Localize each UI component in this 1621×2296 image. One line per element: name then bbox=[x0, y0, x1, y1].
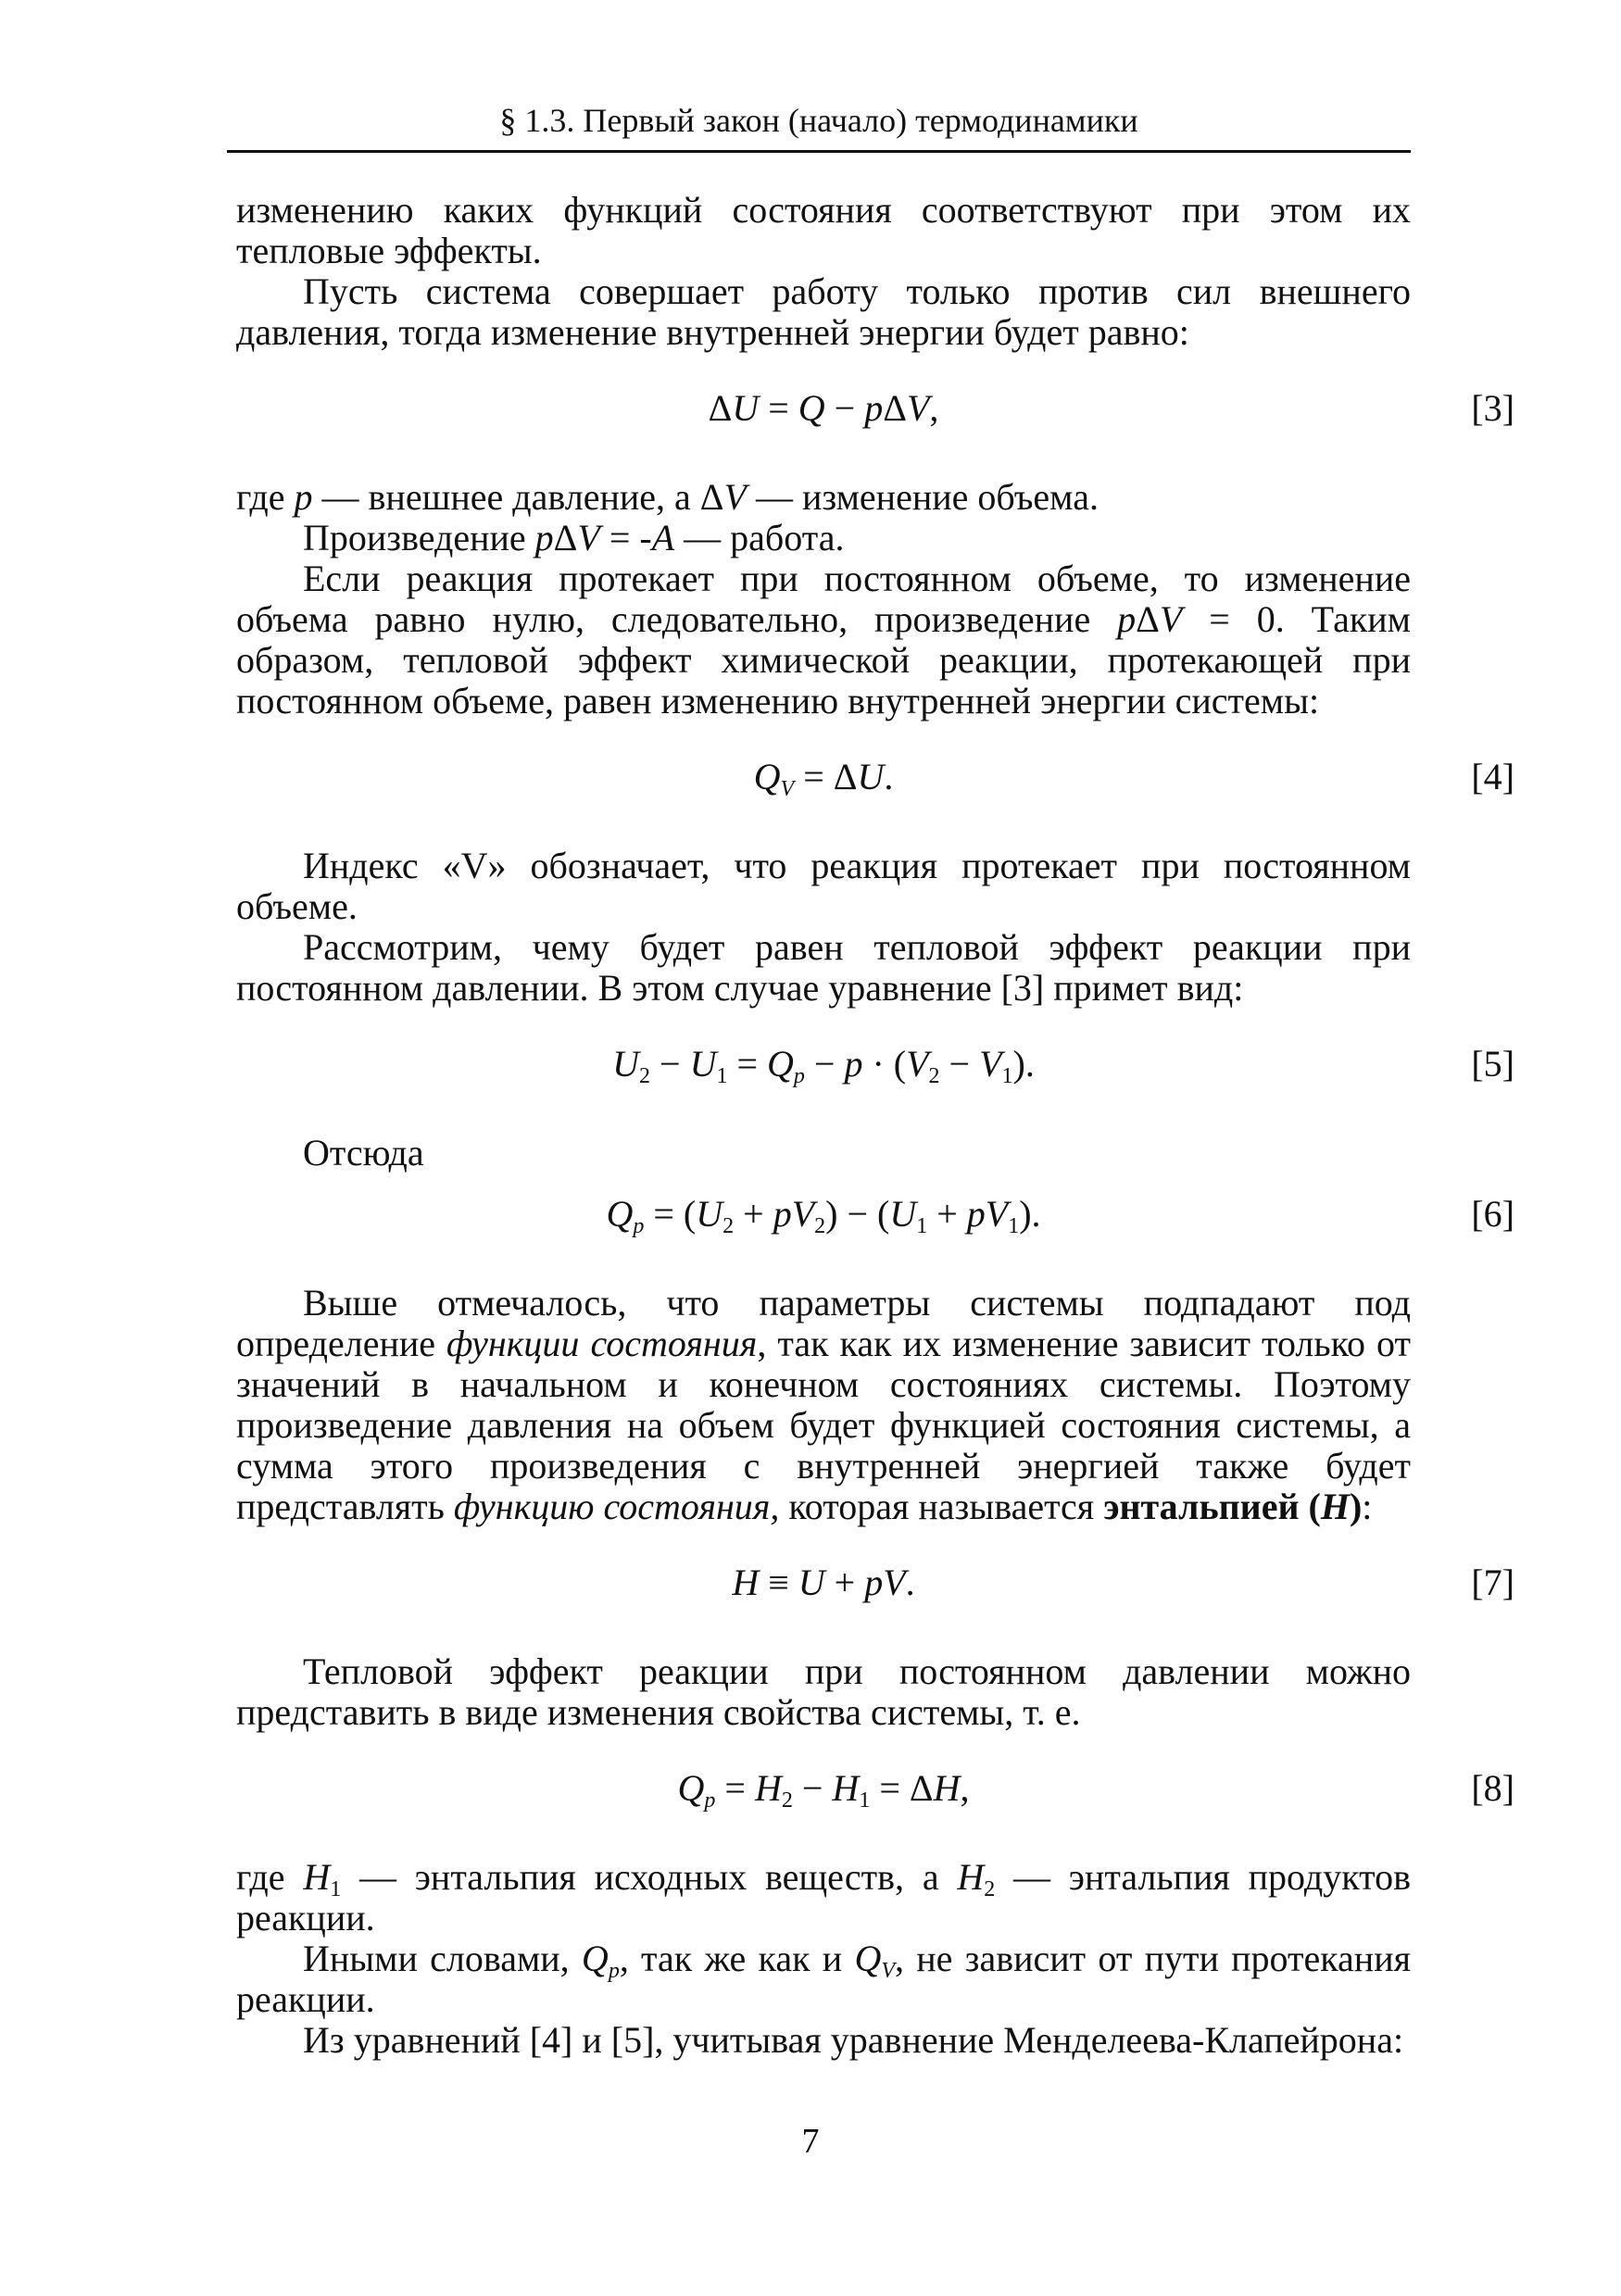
equation-4-number: [4] bbox=[1471, 756, 1514, 797]
paragraph-11: где $H_1$ — энтальпия исходных веществ, а $H_2$ — энтальпия продуктов реакции. bbox=[236, 1856, 1411, 1938]
equation-6 bbox=[236, 1193, 1514, 1240]
paragraph-7: Рассмотрим, чему будет равен тепловой эффект реакции при постоянном давлении. В этом случае уравнение [3] примет вид: bbox=[236, 926, 1411, 1009]
paragraph-9: Выше отмечалось, что параметры системы подпадают под определение функции состояния, так как их изменение зависит только от значений в начальном и конечном состояниях системы. Поэтому произведение давления на объем будет функцией состояния системы, а сумма этого произведения с внутренней энергией также будет представлять функцию состояния, которая называется энтальпией (H): bbox=[236, 1282, 1412, 1527]
equation-5-number: [5] bbox=[1471, 1043, 1514, 1085]
paragraph-5: Если реакция протекает при постоянном объеме, то изменение объема равно нулю, следовательно, произведение pΔV = 0. Таким образом, тепловой эффект химической реакции, протекающей при постоянном объеме, равен изменению внутренней энергии системы: bbox=[236, 558, 1411, 721]
header-rule bbox=[227, 150, 1411, 153]
page-body bbox=[236, 189, 1514, 2061]
paragraph-1: изменению каких функций состояния соответствуют при этом их тепловые эффекты. bbox=[236, 189, 1411, 271]
page-number: 7 bbox=[801, 2122, 820, 2161]
paragraph-2: Пусть система совершает работу только против сил внешнего давления, тогда изменение внутренней энергии будет равно: bbox=[236, 270, 1411, 353]
equation-4 bbox=[236, 756, 1514, 803]
equation-5 bbox=[236, 1043, 1514, 1090]
equation-4-formula: $Q_V = \Delta U$. bbox=[753, 756, 894, 801]
equation-7-formula: H ≡ U + pV. bbox=[732, 1562, 915, 1603]
equation-7-number: [7] bbox=[1471, 1562, 1514, 1603]
equation-8 bbox=[236, 1767, 1514, 1814]
paragraph-6: Индекс «V» обозначает, что реакция протекает при постоянном объеме. bbox=[236, 845, 1411, 927]
paragraph-8: Отсюда bbox=[303, 1132, 424, 1173]
paragraph-12: Иными словами, $Q_p$, так же как и $Q_V$, не зависит от пути протекания реакции. bbox=[236, 1938, 1412, 2020]
equation-8-number: [8] bbox=[1471, 1767, 1514, 1809]
equation-3-formula: ΔU = Q − pΔV, bbox=[708, 387, 939, 429]
running-header: § 1.3. Первый закон (начало) термодинамики bbox=[499, 102, 1138, 139]
paragraph-13: Из уравнений [4] и [5], учитывая уравнение Менделеева-Клапейрона: bbox=[303, 2019, 1404, 2061]
equation-6-formula: $Q_p = (U_2 + pV_2) - (U_1 + pV_1)$. bbox=[606, 1193, 1041, 1238]
equation-3-number: [3] bbox=[1471, 387, 1514, 429]
equation-6-number: [6] bbox=[1471, 1193, 1514, 1235]
paragraph-3: где p — внешнее давление, а ΔV — изменение объема. bbox=[236, 476, 1099, 518]
paragraph-10: Тепловой эффект реакции при постоянном давлении можно представить в виде изменения свойства системы, т. е. bbox=[236, 1650, 1411, 1733]
paragraph-4: Произведение pΔV = -A — работа. bbox=[303, 517, 845, 558]
equation-5-formula: $U_2 - U_1 = Q_p - p \cdot (V_2 - V_1)$. bbox=[612, 1043, 1035, 1088]
equation-7 bbox=[236, 1562, 1514, 1609]
equation-8-formula: $Q_p = H_2 - H_1 = \Delta H$, bbox=[677, 1767, 970, 1813]
equation-3 bbox=[236, 387, 1514, 434]
